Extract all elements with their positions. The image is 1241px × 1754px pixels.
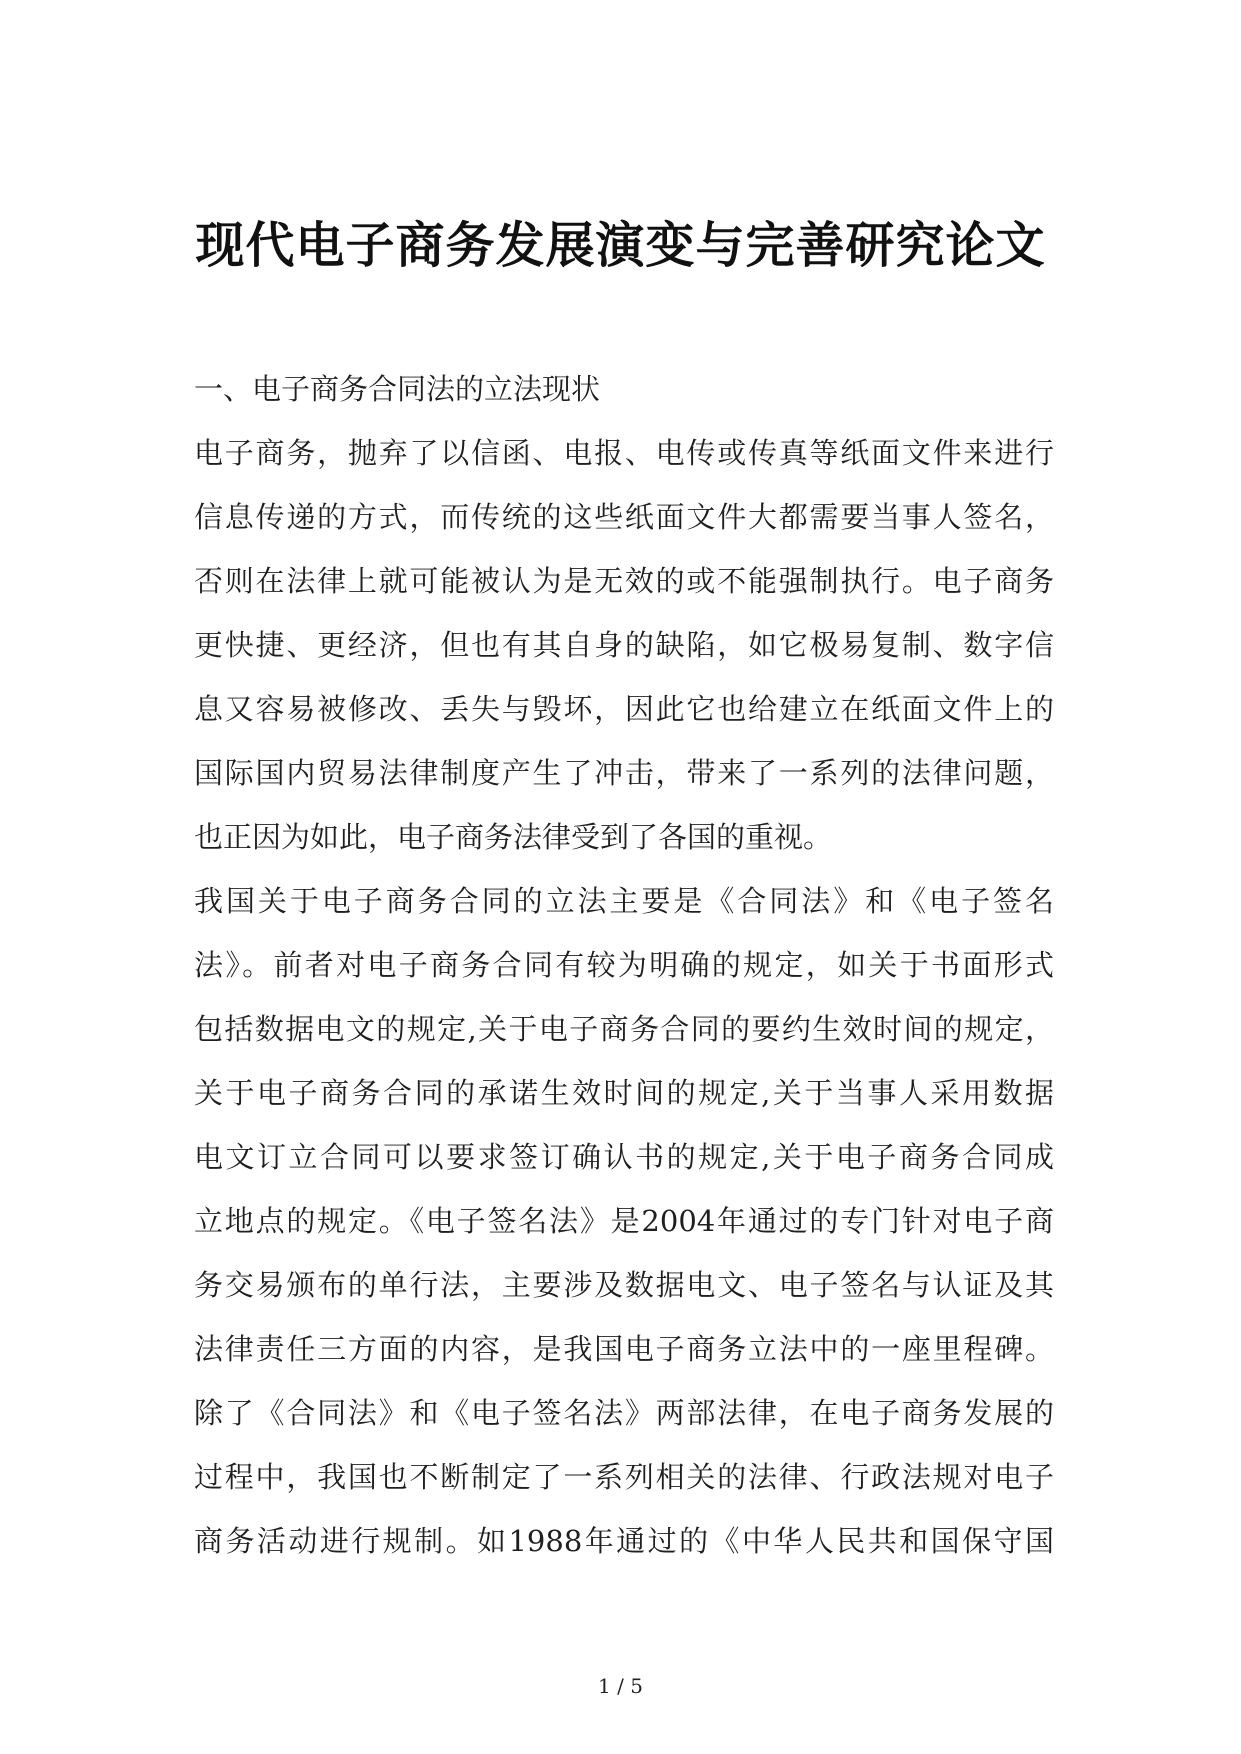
section-heading: 一、电子商务合同法的立法现状 xyxy=(194,372,601,406)
text-line: 关于电子商务合同的承诺生效时间的规定,关于当事人采用数据 xyxy=(194,1076,1054,1110)
text-line: 法律责任三方面的内容，是我国电子商务立法中的一座里程碑。 xyxy=(194,1332,1054,1366)
document-title: 现代电子商务发展演变与完善研究论文 xyxy=(195,217,1046,274)
text-line: 否则在法律上就可能被认为是无效的或不能强制执行。电子商务 xyxy=(194,564,1054,598)
page-number: 1 / 5 xyxy=(598,1674,643,1698)
text-line: 信息传递的方式，而传统的这些纸面文件大都需要当事人签名， xyxy=(194,500,1054,534)
text-line: 我国关于电子商务合同的立法主要是《合同法》和《电子签名 xyxy=(194,884,1054,918)
text-line: 除了《合同法》和《电子签名法》两部法律，在电子商务发展的 xyxy=(194,1396,1054,1430)
text-line: 电文订立合同可以要求签订确认书的规定,关于电子商务合同成 xyxy=(194,1140,1054,1174)
text-line: 也正因为如此，电子商务法律受到了各国的重视。 xyxy=(194,820,833,854)
text-line: 包括数据电文的规定,关于电子商务合同的要约生效时间的规定， xyxy=(194,1012,1054,1046)
text-line: 电子商务，抛弃了以信函、电报、电传或传真等纸面文件来进行 xyxy=(194,436,1054,470)
text-line: 务交易颁布的单行法，主要涉及数据电文、电子签名与认证及其 xyxy=(194,1268,1054,1302)
document-body xyxy=(194,357,1054,1573)
text-line: 法》。前者对电子商务合同有较为明确的规定，如关于书面形式 xyxy=(194,948,1054,982)
text-line: 商务活动进行规制。如1988年通过的《中华人民共和国保守国 xyxy=(194,1524,1054,1558)
text-line: 国际国内贸易法律制度产生了冲击，带来了一系列的法律问题， xyxy=(194,756,1054,790)
text-line: 立地点的规定。《电子签名法》是2004年通过的专门针对电子商 xyxy=(194,1204,1054,1238)
text-line: 更快捷、更经济，但也有其自身的缺陷，如它极易复制、数字信 xyxy=(194,628,1054,662)
text-line: 过程中，我国也不断制定了一系列相关的法律、行政法规对电子 xyxy=(194,1460,1054,1494)
text-line: 息又容易被修改、丢失与毁坏，因此它也给建立在纸面文件上的 xyxy=(194,692,1054,726)
